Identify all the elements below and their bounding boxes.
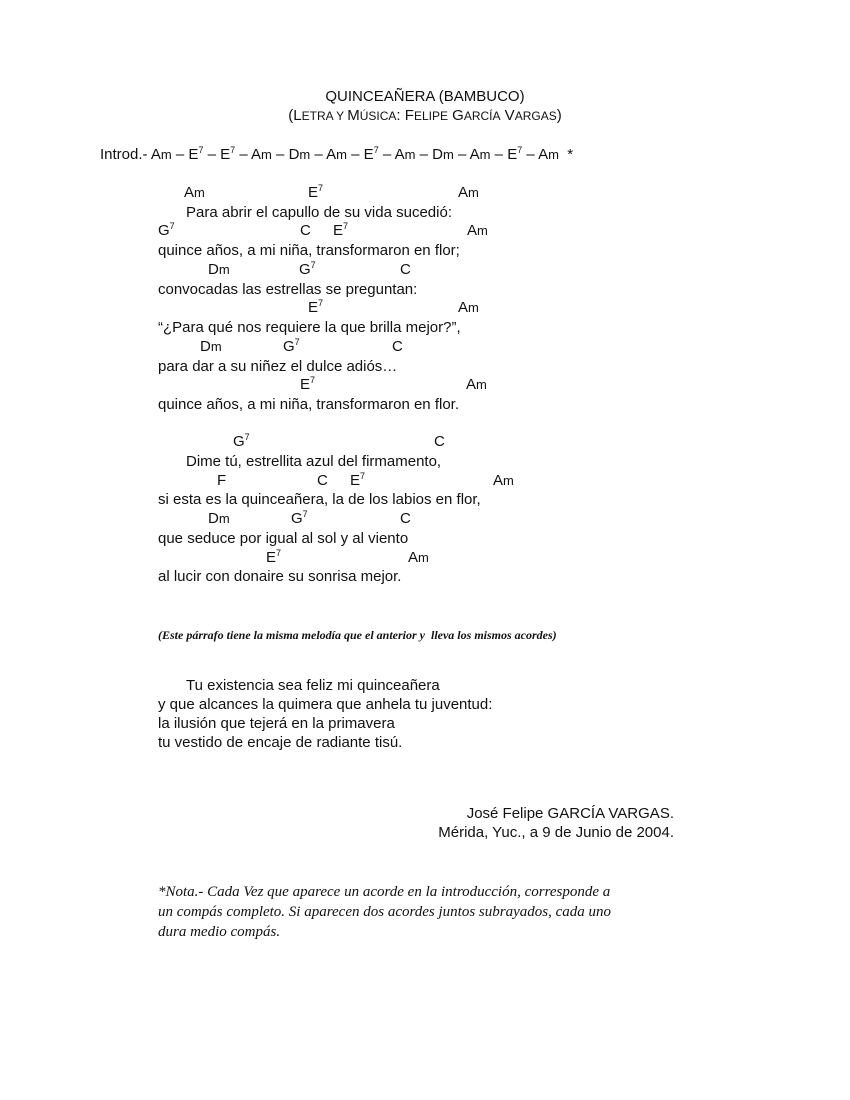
lyric-line: que seduce por igual al sol y al viento [158,530,409,547]
chord: $G^7$ [158,221,175,239]
chord: $G^7$ [283,337,300,355]
chord: $E^7$ [333,221,349,239]
chord: $E^7$ [300,375,316,393]
lyric-line: Para abrir el capullo de su vida sucedió: [186,204,452,221]
intro-separator: – [271,146,289,163]
intro-separator: – [415,146,433,163]
lyric-line: al lucir con donaire su sonrisa mejor. [158,568,402,585]
song-title: QUINCEAÑERA (BAMBUCO) [325,88,525,105]
lyric-line: y que alcances la quimera que anhela tu juventud: [158,696,493,713]
chord: Am [150,146,172,163]
intro-separator: – [171,146,189,163]
lyric-line: quince años, a mi niña, transformaron en flor; [158,242,460,259]
chord: $G^7$ [233,432,250,450]
intro-separator: – [346,146,364,163]
lyric-line: Tu existencia sea feliz mi quinceañera [186,677,440,694]
chord: $G^7$ [299,260,316,278]
footnote-line: un compás completo. Si aparecen dos acordes juntos subrayados, cada uno [158,904,612,920]
chord: Am [394,146,416,163]
chord: C [400,510,411,527]
intro-separator: – [378,146,395,163]
lyric-line: si esta es la quinceañera, la de los labios en flor, [158,491,481,508]
intro-separator: – [522,146,539,163]
chord: Am [538,146,559,163]
chord: Am [184,184,205,201]
chord: Dm [288,146,311,163]
chord: Am [466,376,487,393]
footnote-line: dura medio compás. [158,924,281,940]
intro-chord-sequence [151,146,559,163]
chord: $E^7$ [266,548,282,566]
chord: Dm [208,510,230,527]
chord: C [434,433,445,450]
chord: Am [469,146,491,163]
chord: $G^7$ [291,509,308,527]
lyric-line: Dime tú, estrellita azul del firmamento, [186,453,442,470]
chord: C [317,472,328,489]
chord: Am [326,146,347,163]
paragraph-note: (Este párrafo tiene la misma melodía que el anterior y lleva los mismos acordes) [158,628,557,642]
lyric-line: “¿Para qué nos requiere la que brilla mejor?”, [158,319,461,336]
intro-separator: – [490,146,508,163]
intro-label: Introd.- [100,146,148,163]
chord: $E^7$ [363,145,379,163]
chord: $E^7$ [507,145,523,163]
signature-name: José Felipe GARCÍA VARGAS. [466,805,674,822]
chord: Am [467,222,488,239]
chord: Am [458,299,479,316]
chord: C [400,261,411,278]
lyric-line: para dar a su niñez el dulce adiós… [158,358,398,375]
chord: F [217,472,227,489]
lyric-line: quince años, a mi niña, transformaron en flor. [158,396,459,413]
footnote-line: *Nota.- Cada Vez que aparece un acorde en la introducción, corresponde a [158,884,611,900]
chord: Dm [432,146,454,163]
chord: $E^7$ [220,145,236,163]
chord: Am [408,549,429,566]
chord: Am [251,146,272,163]
chord: Dm [200,338,222,355]
chord: $E^7$ [188,145,204,163]
intro-separator: – [453,146,470,163]
chord: Am [458,184,479,201]
song-credits: (LETRA Y MÚSICA: FELIPE GARCÍA VARGAS) [288,107,562,124]
lyric-line: tu vestido de encaje de radiante tisú. [158,734,403,751]
intro-asterisk: * [567,146,574,163]
chord: Am [493,472,514,489]
intro-separator: – [310,146,327,163]
chord: $E^7$ [350,471,366,489]
chord: C [300,222,311,239]
chord: $E^7$ [308,183,324,201]
lyric-line: la ilusión que tejerá en la primavera [158,715,395,732]
chord: Dm [208,261,230,278]
intro-separator: – [203,146,221,163]
lyric-line: convocadas las estrellas se preguntan: [158,281,418,298]
signature-place-date: Mérida, Yuc., a 9 de Junio de 2004. [438,824,674,841]
intro-line [100,146,573,165]
chord: $E^7$ [308,298,324,316]
chord: C [392,338,403,355]
intro-separator: – [235,146,252,163]
